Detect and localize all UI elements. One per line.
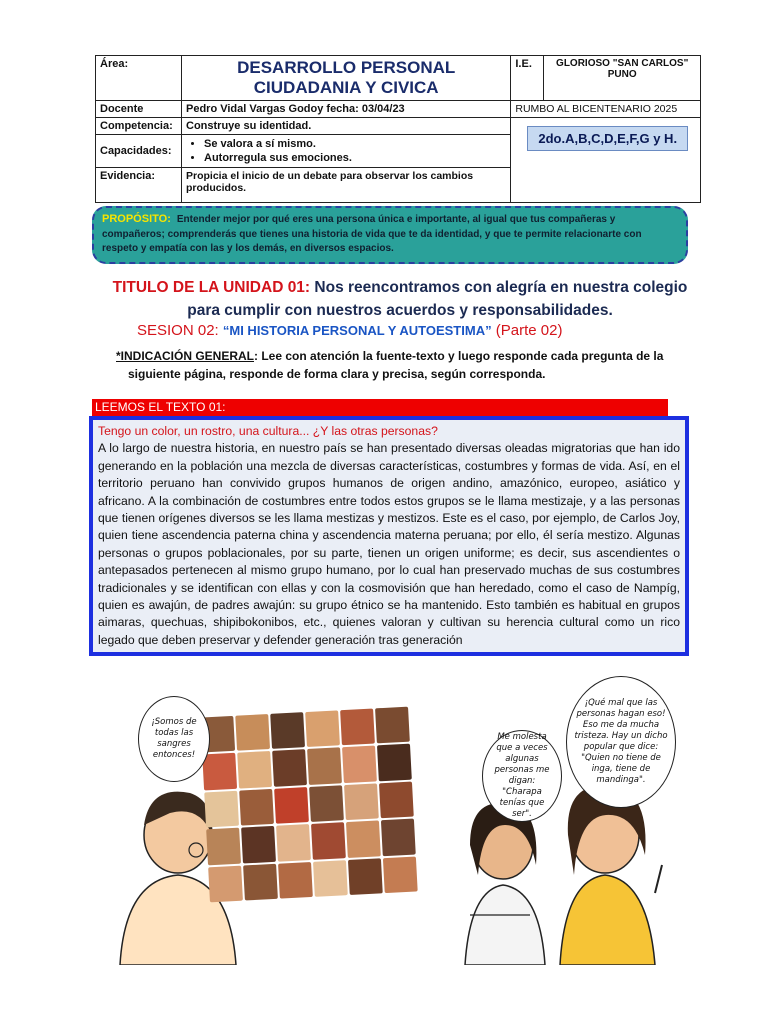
- purpose-title: PROPÓSITO:: [102, 213, 171, 225]
- face-photo: [237, 751, 272, 788]
- session-name: “MI HISTORIA PERSONAL Y AUTOESTIMA”: [222, 323, 492, 338]
- face-photo: [346, 821, 381, 858]
- docente-label: Docente: [96, 101, 182, 118]
- docente-value: Pedro Vidal Vargas Godoy fecha: 03/04/23: [182, 101, 511, 118]
- face-photo: [208, 865, 243, 902]
- face-photo: [342, 746, 377, 783]
- face-photo: [243, 863, 278, 900]
- area-label: Área:: [96, 56, 182, 101]
- faces-collage: [200, 707, 417, 903]
- session-title: [137, 322, 562, 339]
- face-photo: [241, 826, 276, 863]
- evidencia-label: Evidencia:: [96, 168, 182, 203]
- face-photo: [379, 781, 414, 818]
- face-photo: [204, 791, 239, 828]
- purpose-box: [92, 206, 688, 264]
- area-title: DESARROLLO PERSONAL CIUDADANIA Y CIVICA: [182, 56, 511, 101]
- unit-text: Nos reencontramos con alegría en nuestra colegio para cumplir con nuestros acuerdos y responsabilidades.: [187, 279, 688, 319]
- face-photo: [206, 828, 241, 865]
- face-photo: [344, 783, 379, 820]
- face-photo: [307, 748, 342, 785]
- session-suffix: (Parte 02): [495, 322, 563, 339]
- indication-line1: : Lee con atención la fuente-texto y luego responde cada pregunta de la: [254, 349, 664, 363]
- face-photo: [305, 710, 340, 747]
- rumbo-text: RUMBO AL BICENTENARIO 2025: [511, 101, 701, 118]
- read-banner: LEEMOS EL TEXTO 01:: [92, 399, 668, 416]
- reading-body: A lo largo de nuestra historia, en nuestro país se han presentado diversas oleadas migratorias que han ido generando en la población una mezcla de diversas características, costumbres y formas de vida. Así, en el territorio peruano han convivido grupos humanos de origen andino, amazónico, europeo, asiático y africano. A la combinación de costumbres entre todos estos grupos se le llama mestizaje, y a las personas que tienen orígenes diversos se les llama mestizas y mestizos. Este es el caso, por ejemplo, de Carlos Joy, quien tiene ascendencia paterna china y ascendencia materna peruana; por ello, él sería mestizo. Algunas personas o grupos poblacionales, por su parte, tienen un origen uniforme; es decir, sus ascendientes o antepasados pertenecen al mismo grupo humano, por lo cual han preservado muchas de sus costumbres tradicionales y se identifican con ellas y con la cosmovisión que han heredado, como el caso de Nampíg, quien es awajún, de padres awajún: su grupo étnico se ha mantenido. Esto también es habitual en grupos aimaras, quechuas, shipibokonibos, etc., quienes valoran y cultivan su herencia cultural como un rico legado que deben preservar y defender generación tras generación: [98, 441, 680, 647]
- unit-prefix: TITULO DE LA UNIDAD 01:: [112, 279, 311, 296]
- face-photo: [375, 707, 410, 744]
- face-photo: [239, 789, 274, 826]
- capacidades-list: [182, 135, 511, 168]
- face-photo: [383, 856, 418, 893]
- face-photo: [313, 860, 348, 897]
- girl-right-figure-icon: [560, 785, 662, 965]
- girl-right-speech-bubble: ¡Qué mal que las personas hagan eso! Eso me da mucha tristeza. Hay un dicho popular que dice: "Quien no tiene de inga, tiene de mandinga".: [566, 676, 676, 808]
- ie-label: I.E.: [511, 56, 544, 101]
- face-photo: [274, 787, 309, 824]
- purpose-text: Entender mejor por qué eres una persona única e importante, al igual que tus compañeras y compañeros; comprenderás que tienes una historia de vida que te da identidad, y que te permite relacionarte con respeto y empatía con las y los demás, en diversos espacios.: [102, 214, 642, 254]
- face-photo: [270, 712, 305, 749]
- grades-cell: [511, 118, 701, 203]
- face-photo: [340, 709, 375, 746]
- face-photo: [311, 822, 346, 859]
- face-photo: [381, 819, 416, 856]
- capacidades-label: Capacidades:: [96, 135, 182, 168]
- header-table: [95, 55, 701, 203]
- session-prefix: SESION 02:: [137, 322, 219, 339]
- indication-line2: siguiente página, responde de forma clara y precisa, según corresponda.: [128, 367, 546, 381]
- face-photo: [272, 750, 307, 787]
- general-indication: [116, 347, 676, 383]
- face-photo: [235, 714, 270, 751]
- unit-title: [100, 276, 700, 322]
- competencia-value: Construye su identidad.: [182, 118, 511, 135]
- grades-badge: 2do.A,B,C,D,E,F,G y H.: [527, 126, 688, 151]
- competencia-label: Competencia:: [96, 118, 182, 135]
- capacidad-item: • Autorregula sus emociones.: [204, 151, 506, 165]
- school-name: GLORIOSO "SAN CARLOS" PUNO: [544, 56, 701, 101]
- girl-left-speech-bubble: Me molesta que a veces algunas personas me digan: "Charapa tenías que ser".: [482, 730, 562, 822]
- girl-left-figure-icon: [465, 803, 545, 965]
- face-photo: [309, 785, 344, 822]
- face-photo: [278, 862, 313, 899]
- reading-text-box: [89, 416, 689, 656]
- face-photo: [276, 824, 311, 861]
- reading-title: Tengo un color, un rostro, una cultura... ¿Y las otras personas?: [98, 424, 438, 438]
- face-photo: [377, 744, 412, 781]
- capacidad-item: • Se valora a sí mismo.: [204, 137, 506, 151]
- face-photo: [202, 753, 237, 790]
- indication-label: *INDICACIÓN GENERAL: [116, 349, 255, 363]
- evidencia-value: Propicia el inicio de un debate para observar los cambios producidos.: [182, 168, 511, 203]
- boy-speech-bubble: ¡Somos de todas las sangres entonces!: [138, 696, 210, 782]
- face-photo: [348, 858, 383, 895]
